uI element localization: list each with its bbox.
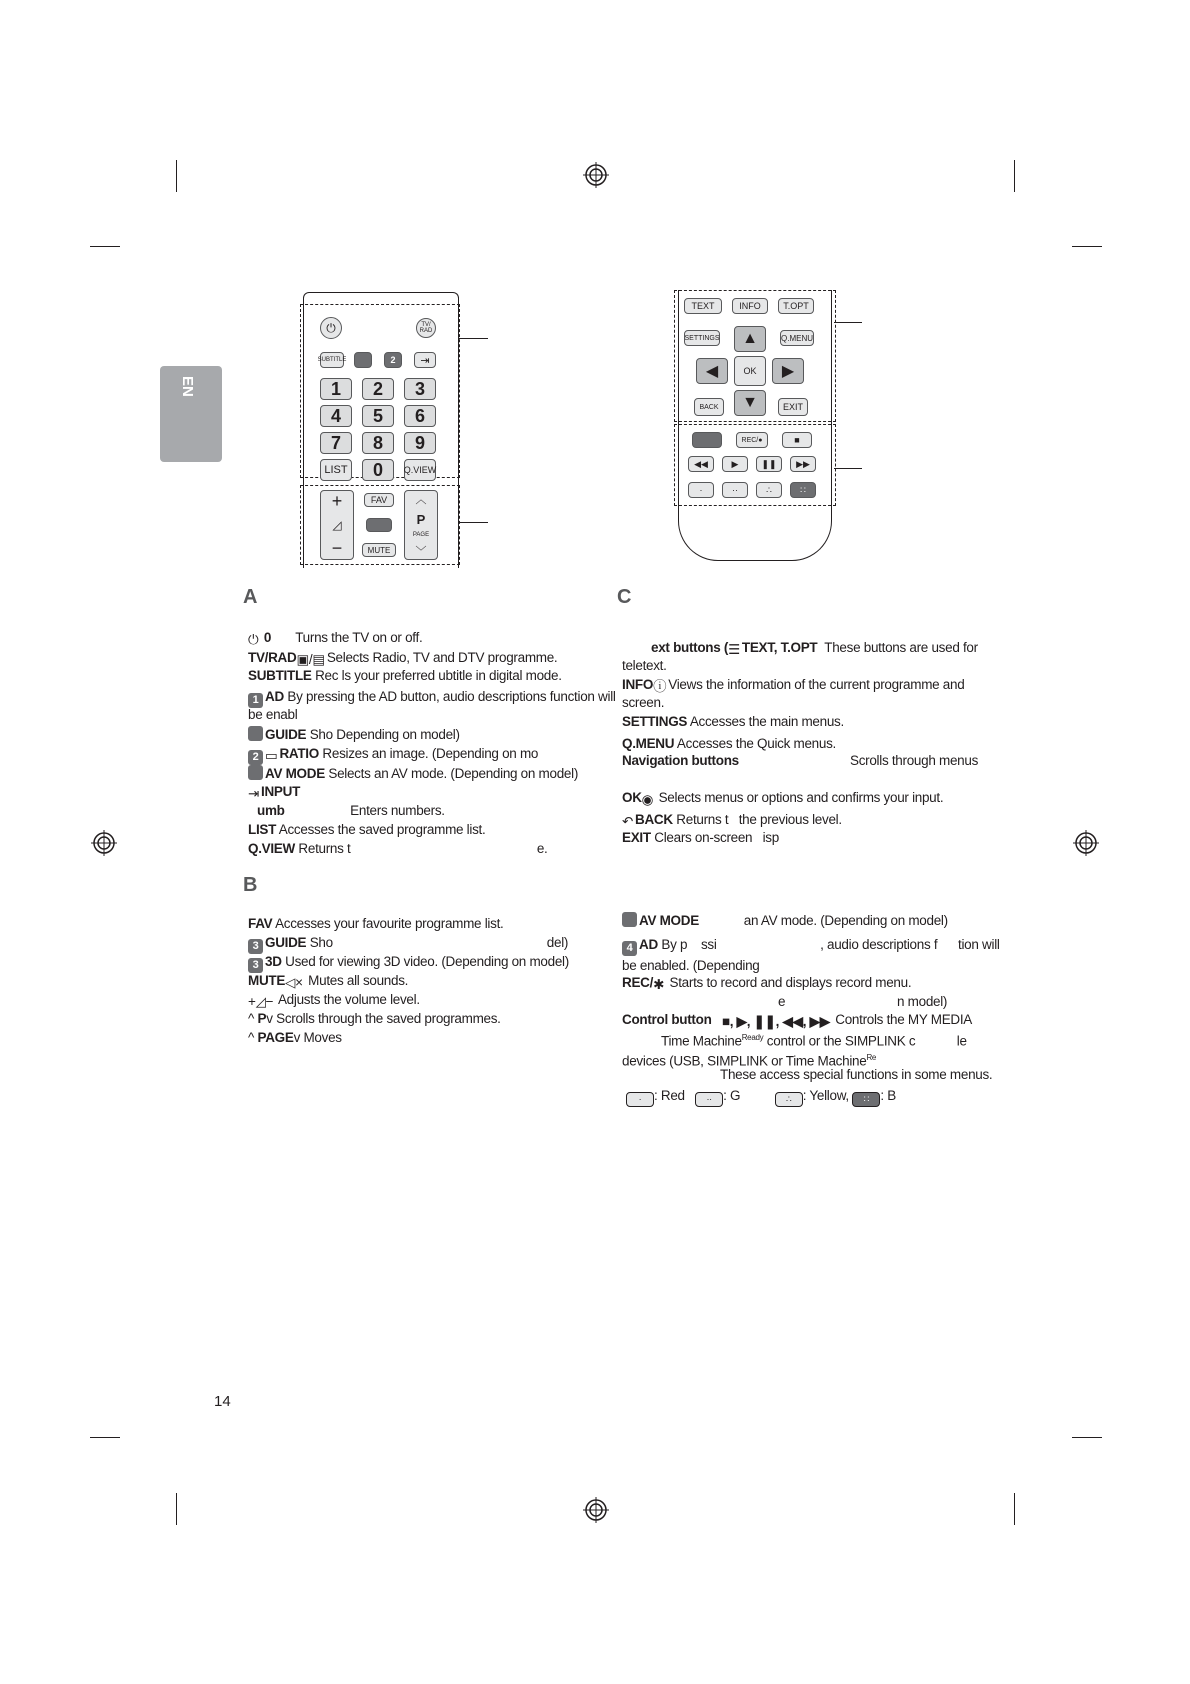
number-2-button[interactable]: 2	[362, 378, 394, 400]
fav-button[interactable]: FAV	[364, 493, 394, 507]
desc-ad-c: 4 AD By p ssi , audio descriptions f tion will	[622, 936, 1000, 956]
qview-button[interactable]: Q.VIEW	[404, 459, 436, 481]
desc-volume: +◿− Adjusts the volume level.	[248, 992, 420, 1009]
page-number: 14	[214, 1393, 231, 1410]
subtitle-button[interactable]: SUBTITLE	[320, 352, 344, 368]
text-button[interactable]: TEXT	[684, 298, 722, 314]
language-tab-label: EN	[179, 376, 196, 397]
info-icon: ⓘ	[653, 679, 667, 694]
number-1-button[interactable]: 1	[320, 378, 352, 400]
desc-control-cont: Time Machine$^{Ready}$ control or the SIMPLINK c le	[661, 1033, 967, 1049]
pause-button[interactable]: ❚❚	[756, 456, 782, 472]
desc-control-cont-2: devices (USB, SIMPLINK or Time Machine$^{Re}$	[622, 1053, 877, 1069]
callout-line	[834, 322, 862, 323]
desc-navigation-text: Scrolls through menus	[850, 753, 979, 768]
chevron-up-icon: ^	[248, 1030, 255, 1045]
desc-tv-rad: TV/RAD▣/▤ Selects Radio, TV and DTV programme.	[248, 650, 558, 667]
number-3-button[interactable]: 3	[404, 378, 436, 400]
yellow-button-icon: ∴	[775, 1092, 803, 1107]
red-button-icon: ·	[626, 1092, 654, 1107]
remote-illustration-right	[670, 290, 870, 570]
yellow-button[interactable]: ∴	[756, 482, 782, 498]
registration-mark-icon	[91, 830, 117, 856]
crop-mark	[1014, 160, 1015, 192]
tv-icon: ▣/▤	[296, 652, 325, 667]
registration-mark-icon	[583, 162, 609, 188]
section-a-title: A	[243, 586, 258, 608]
fast-forward-button[interactable]: ▶▶	[790, 456, 816, 472]
desc-page: ^ PAGEv Moves	[248, 1030, 342, 1045]
desc-rec-cont-1: e	[778, 994, 786, 1009]
desc-3d: 3 3D Used for viewing 3D video. (Depending on model)	[248, 953, 569, 973]
volume-rocker[interactable]	[320, 490, 354, 560]
rec-button[interactable]: REC/●	[736, 432, 768, 448]
desc-guide: GUIDE Sho Depending on model)	[248, 726, 460, 743]
volume-icon: +◿−	[248, 994, 274, 1009]
callout-line	[458, 338, 488, 339]
callout-line	[834, 468, 862, 469]
section-c-title: C	[617, 586, 632, 608]
exit-button[interactable]: EXIT	[778, 398, 808, 416]
desc-input: ⇥ INPUT	[248, 784, 301, 801]
language-tab	[160, 366, 222, 462]
crop-mark	[1072, 246, 1102, 247]
crop-mark	[176, 160, 177, 192]
desc-subtitle: SUBTITLE Rec ls your preferred ubtitle in digital mode.	[248, 668, 562, 683]
page-rocker[interactable]	[404, 490, 438, 560]
desc-qview: Q.VIEW Returns t e.	[248, 841, 548, 856]
nav-left-button[interactable]: ◀	[696, 358, 728, 384]
power-button[interactable]: ⏻	[320, 317, 342, 339]
registration-mark-icon	[583, 1497, 609, 1523]
desc-power: ⏻ 0 Turns the TV on or off.	[248, 630, 423, 647]
desc-p: ^ Pv Scrolls through the saved programmes.	[248, 1011, 501, 1026]
back-button[interactable]: BACK	[694, 398, 724, 416]
power-icon: ⏻	[248, 632, 259, 647]
number-0-button[interactable]: 0	[362, 459, 394, 481]
desc-exit: EXIT Clears on-screen isp	[622, 830, 779, 845]
mute-icon: ◁×	[285, 975, 303, 990]
remote-illustration-left	[300, 290, 460, 570]
input-icon: ⇥	[248, 786, 260, 801]
number-7-button[interactable]: 7	[320, 432, 352, 454]
crop-mark	[90, 246, 120, 247]
tv-rad-button[interactable]: TV/ RAD	[416, 318, 436, 338]
stop-button[interactable]: ■	[782, 432, 812, 448]
input-button[interactable]: ⇥	[414, 352, 436, 368]
desc-color-list: · : Red ·· : G ∴ : Yellow, ∷ : B	[626, 1087, 896, 1107]
desc-rec: REC/✱ Starts to record and displays record menu.	[622, 975, 912, 992]
qmenu-button[interactable]: Q.MENU	[780, 330, 814, 346]
number-4-button[interactable]: 4	[320, 405, 352, 427]
desc-qmenu: Q.MENU Accesses the Quick menus.	[622, 736, 836, 751]
number-5-button[interactable]: 5	[362, 405, 394, 427]
chevron-down-icon: v	[266, 1011, 273, 1026]
teletext-icon: ☰	[728, 642, 740, 657]
nav-right-button[interactable]: ▶	[772, 358, 804, 384]
desc-info-cont: screen.	[622, 695, 665, 710]
back-icon: ↶	[622, 814, 634, 829]
green-button-icon: ··	[695, 1092, 723, 1107]
number-6-button[interactable]: 6	[404, 405, 436, 427]
desc-teletext: teletext.	[622, 658, 667, 673]
desc-ok: OK◉ Selects menus or options and confirms your input.	[622, 790, 944, 807]
callout-line	[458, 522, 488, 523]
chevron-down-icon: v	[293, 1030, 301, 1045]
topt-button[interactable]: T.OPT	[778, 298, 814, 314]
desc-navigation: Navigation buttons	[622, 753, 739, 768]
ratio-button[interactable]: 2	[384, 352, 402, 368]
green-button[interactable]: ··	[722, 482, 748, 498]
nav-down-button[interactable]: ▼	[734, 390, 766, 416]
number-9-button[interactable]: 9	[404, 432, 436, 454]
crop-mark	[90, 1437, 120, 1438]
control-icons: ■, ▶, ❚❚, ◀◀, ▶▶	[721, 1014, 830, 1029]
desc-info: INFOⓘ Views the information of the current programme and	[622, 677, 965, 694]
desc-guide-b: 3 GUIDE Sho del)	[248, 934, 568, 954]
desc-list: LIST Accesses the saved programme list.	[248, 822, 486, 837]
desc-fav: FAV Accesses your favourite programme list.	[248, 916, 504, 931]
desc-ad: 1 AD By pressing the AD button, audio descriptions function will	[248, 688, 616, 708]
desc-av-mode: AV MODE Selects an AV mode. (Depending on model)	[248, 765, 578, 782]
rewind-button[interactable]: ◀◀	[688, 456, 714, 472]
page-label: PAGE	[412, 532, 430, 538]
blue-button[interactable]: ∷	[790, 482, 816, 498]
chevron-up-icon: ︿	[415, 494, 427, 506]
crop-mark	[176, 1493, 177, 1525]
volume-icon: ◿	[332, 518, 342, 532]
volume-up-label: +	[331, 491, 343, 511]
desc-settings: SETTINGS Accesses the main menus.	[622, 714, 844, 729]
section-b-title: B	[243, 874, 258, 896]
desc-numbers: umb Enters numbers.	[257, 803, 445, 818]
chevron-down-icon: ﹀	[415, 546, 427, 558]
desc-ad-c-cont: be enabled. (Depending	[622, 958, 760, 973]
desc-av-mode-c: AV MODE an AV mode. (Depending on model)	[622, 912, 948, 929]
desc-control: Control button ■, ▶, ❚❚, ◀◀, ▶▶ Controls the MY MEDIA	[622, 1012, 972, 1029]
desc-rec-cont-2: n model)	[897, 994, 948, 1009]
settings-button[interactable]: SETTINGS	[684, 330, 720, 346]
registration-mark-icon	[1073, 830, 1099, 856]
crop-mark	[1014, 1493, 1015, 1525]
play-button[interactable]: ▶	[722, 456, 748, 472]
mute-button[interactable]: MUTE	[362, 543, 396, 557]
ok-button[interactable]: OK	[734, 356, 766, 386]
number-8-button[interactable]: 8	[362, 432, 394, 454]
ok-icon: ◉	[641, 792, 654, 807]
desc-mute: MUTE◁× Mutes all sounds.	[248, 973, 409, 990]
volume-down-label: −	[331, 538, 343, 558]
desc-ad-cont: be enabl	[248, 707, 298, 722]
ratio-icon: ▭	[265, 748, 278, 763]
rec-icon: ✱	[653, 977, 665, 992]
info-button[interactable]: INFO	[732, 298, 768, 314]
crop-mark	[1072, 1437, 1102, 1438]
desc-back: ↶ BACK Returns t the previous level.	[622, 812, 842, 829]
guide-button[interactable]	[354, 352, 372, 368]
red-button[interactable]: ·	[688, 482, 714, 498]
chevron-up-icon: ^	[248, 1011, 255, 1026]
desc-color-buttons: These access special functions in some menus.	[720, 1067, 993, 1082]
desc-ratio: 2 ▭ RATIO Resizes an image. (Depending on mo	[248, 745, 538, 765]
blue-button-icon: ∷	[852, 1092, 880, 1107]
page-p-label: P	[416, 512, 426, 527]
3d-button[interactable]	[366, 518, 392, 532]
list-button[interactable]: LIST	[320, 459, 352, 481]
nav-up-button[interactable]: ▲	[734, 326, 766, 352]
av-mode-button[interactable]	[692, 432, 722, 448]
desc-text-buttons: ext buttons (☰ TEXT, T.OPT These buttons are used for	[651, 640, 978, 657]
